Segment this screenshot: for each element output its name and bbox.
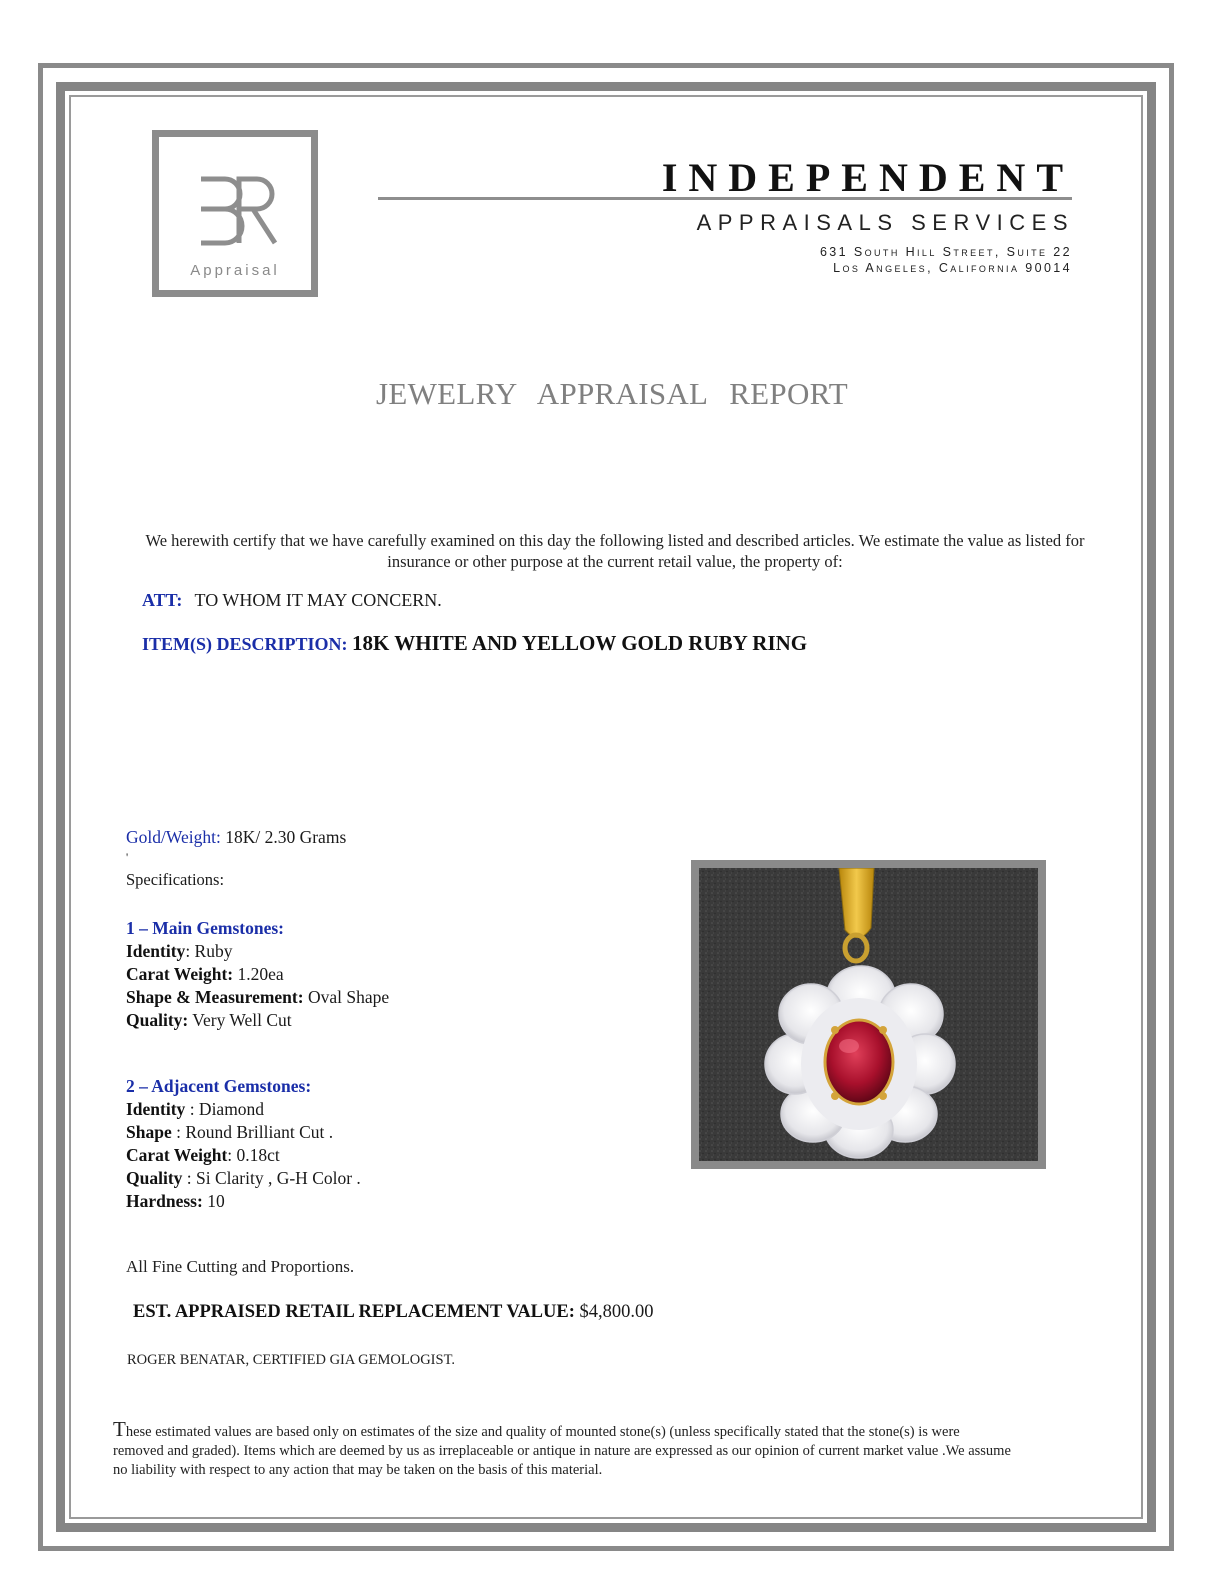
adjacent-gemstones-heading: 2 – Adjacent Gemstones: xyxy=(126,1076,312,1096)
adj-shape-label: Shape xyxy=(126,1122,172,1142)
gold-weight-label: Gold/Weight: xyxy=(126,827,221,847)
attention-line xyxy=(142,590,442,611)
main-carat-value: 1.20ea xyxy=(233,964,284,984)
adj-identity-value: : Diamond xyxy=(185,1099,265,1119)
adjacent-gemstones-section xyxy=(126,1075,361,1213)
stray-mark: ' xyxy=(126,850,129,864)
main-quality-row xyxy=(126,1009,389,1032)
main-identity-row xyxy=(126,940,389,963)
adj-shape-value: : Round Brilliant Cut . xyxy=(171,1122,334,1142)
main-quality-label: Quality: xyxy=(126,1010,189,1030)
item-description xyxy=(142,631,807,656)
main-identity-value: : Ruby xyxy=(185,941,233,961)
cutting-note: All Fine Cutting and Proportions. xyxy=(126,1257,355,1276)
adj-identity-label: Identity xyxy=(126,1099,186,1119)
adj-quality-label: Quality xyxy=(126,1168,183,1188)
main-gemstones-heading: 1 – Main Gemstones: xyxy=(126,918,284,938)
estimated-value-label: EST. APPRAISED RETAIL REPLACEMENT VALUE: xyxy=(133,1302,575,1322)
main-gemstones-section xyxy=(126,917,389,1032)
main-shape-row xyxy=(126,986,389,1009)
company-logo xyxy=(152,130,318,297)
adj-quality-row xyxy=(126,1167,361,1190)
adj-hardness-row xyxy=(126,1190,361,1213)
estimated-value-amount: $4,800.00 xyxy=(574,1302,654,1322)
certification-statement: We herewith certify that we have carefully examined on this day the following listed and described articles. We estimate the value as listed for insurance or other purpose at the current retail value, the property of: xyxy=(145,531,1085,571)
adj-carat-row xyxy=(126,1144,361,1167)
adj-hardness-label: Hardness: xyxy=(126,1191,203,1211)
main-carat-row xyxy=(126,963,389,986)
address-line-2: Los Angeles, California 90014 xyxy=(833,261,1072,275)
adj-hardness-value: 10 xyxy=(202,1191,225,1211)
disclaimer-text: hese estimated values are based only on estimates of the size and quality of mounted stone(s) (unless specifically stated that the stone(s) is were removed and graded). Items which are deemed by us as irreplaceable or antique in nature are expressed as our opinion of current market value .We assume no liability with respect to any action that may be taken on the basis of this material. xyxy=(113,1424,1011,1478)
company-name: INDEPENDENT xyxy=(661,155,1074,200)
company-address xyxy=(820,244,1072,276)
attention-label: ATT: xyxy=(142,590,183,610)
logo-caption: Appraisal xyxy=(190,262,280,279)
ruby-pendant-photo xyxy=(699,868,1038,1161)
report-title: JEWELRY APPRAISAL REPORT xyxy=(376,376,848,411)
adj-carat-label: Carat Weight xyxy=(126,1145,228,1165)
br-monogram-icon xyxy=(195,175,291,247)
item-description-value: 18K WHITE AND YELLOW GOLD RUBY RING xyxy=(352,631,808,655)
main-identity-label: Identity xyxy=(126,941,186,961)
adj-quality-value: : Si Clarity , G-H Color . xyxy=(182,1168,361,1188)
main-shape-label: Shape & Measurement: xyxy=(126,987,304,1007)
attention-value: TO WHOM IT MAY CONCERN. xyxy=(194,590,442,610)
main-carat-label: Carat Weight: xyxy=(126,964,234,984)
adj-shape-row xyxy=(126,1121,361,1144)
specifications-label: Specifications: xyxy=(126,870,225,889)
gemologist-signature: ROGER BENATAR, CERTIFIED GIA GEMOLOGIST. xyxy=(127,1352,455,1368)
product-photo-frame xyxy=(691,860,1046,1169)
gold-weight-line xyxy=(126,826,346,849)
disclaimer xyxy=(113,1417,1013,1480)
company-subtitle: APPRAISALS SERVICES xyxy=(696,210,1074,235)
address-line-1: 631 South Hill Street, Suite 22 xyxy=(819,245,1072,259)
adj-identity-row xyxy=(126,1098,361,1121)
estimated-value-line xyxy=(133,1302,654,1323)
disclaimer-initial: T xyxy=(113,1417,126,1441)
main-quality-value: Very Well Cut xyxy=(188,1010,292,1030)
gold-weight-value: 18K/ 2.30 Grams xyxy=(225,827,347,847)
main-shape-value: Oval Shape xyxy=(303,987,390,1007)
adj-carat-value: : 0.18ct xyxy=(227,1145,280,1165)
item-description-label: ITEM(S) DESCRIPTION: xyxy=(142,634,348,654)
